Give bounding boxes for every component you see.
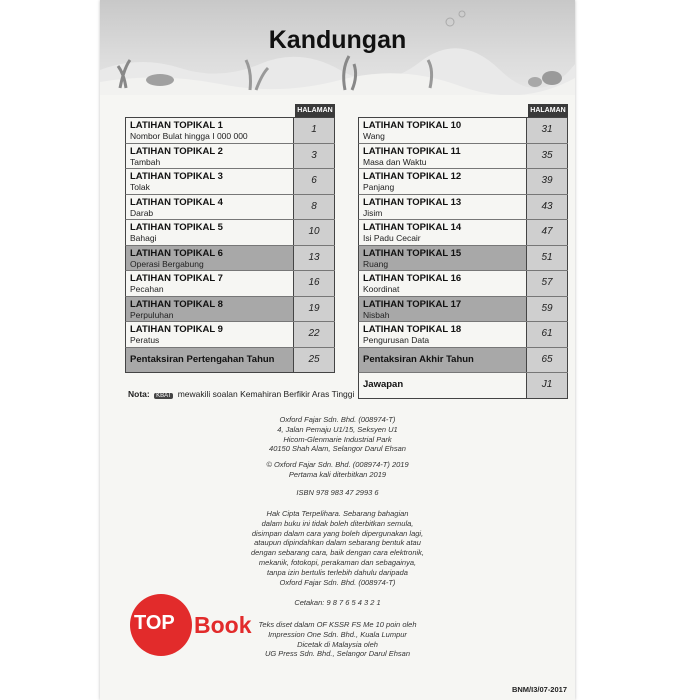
toc-entry [126, 169, 295, 194]
copyright-block [100, 460, 575, 480]
toc-row [358, 246, 568, 272]
toc-entry [126, 297, 295, 322]
toc-entry-subtitle: Pengurusan Data [363, 335, 430, 345]
info-line: Teks diset dalam OF KSSR FS Me 10 poin oleh [258, 620, 417, 629]
toc-row [125, 195, 335, 221]
toc-entry-title: LATIHAN TOPIKAL 12 [363, 171, 462, 182]
catalogue-code: BNM/I3/07-2017 [511, 685, 567, 694]
info-line: Hicom-Glenmarie Industrial Park [283, 434, 392, 444]
info-line: © Oxford Fajar Sdn. Bhd. (008974-T) 2019 [266, 460, 409, 469]
toc-page-number: 47 [526, 220, 568, 245]
note [128, 389, 354, 399]
publisher-address [100, 415, 575, 454]
toc-entry [126, 322, 295, 347]
toc-entry-title: LATIHAN TOPIKAL 13 [363, 196, 462, 208]
toc-entry-title: LATIHAN TOPIKAL 5 [130, 222, 223, 233]
toc-row [125, 220, 335, 246]
toc-entry [359, 297, 528, 322]
page-header [100, 0, 575, 95]
toc-row [125, 117, 335, 144]
toc-entry-subtitle: Jisim [363, 207, 383, 218]
toc-entry [359, 144, 528, 169]
info-line: mekanik, fotokopi, perakaman dan sebagainya, [258, 557, 417, 567]
toc-entry-title: LATIHAN TOPIKAL 18 [363, 324, 462, 335]
toc-entry [126, 348, 295, 373]
toc-page-number: 19 [293, 297, 335, 322]
toc-row [125, 348, 335, 374]
toc-row [125, 271, 335, 297]
toc-row [125, 246, 335, 272]
logo-top-text: TOP [134, 612, 175, 634]
toc-entry [126, 195, 295, 220]
toc-page-number: 51 [526, 246, 568, 271]
toc-entry-subtitle: Nisbah [363, 309, 390, 320]
toc-row [358, 348, 568, 374]
toc-entry-title: Jawapan [363, 379, 404, 390]
toc-entry-subtitle: Nombor Bulat hingga I 000 000 [130, 131, 248, 141]
toc-entry [359, 246, 528, 271]
toc-entry-subtitle: Tambah [130, 156, 161, 167]
info-line: Pertama kali diterbitkan 2019 [288, 469, 387, 479]
toc-entry-subtitle: Peratus [130, 335, 160, 345]
toc-entry-title: LATIHAN TOPIKAL 7 [130, 273, 223, 284]
page-title: Kandungan [268, 26, 407, 54]
cetakan: Cetakan: 9 8 7 6 5 4 3 2 1 [294, 598, 381, 607]
toc-page-number: 61 [526, 322, 568, 347]
info-line: Oxford Fajar Sdn. Bhd. (008974-T) [279, 415, 396, 424]
toc-entry-title: LATIHAN TOPIKAL 2 [130, 145, 223, 157]
toc-entry [126, 220, 295, 245]
info-line: 4, Jalan Pemaju U1/15, Seksyen U1 [277, 424, 398, 434]
rights-block [100, 509, 575, 587]
toc-row [358, 144, 568, 170]
toc-entry-subtitle: Ruang [363, 258, 389, 269]
toc-entry-title: LATIHAN TOPIKAL 4 [130, 196, 223, 208]
toc-entry [126, 118, 295, 143]
toc-right-column [358, 104, 568, 399]
toc-entry-subtitle: Pecahan [130, 284, 164, 294]
toc-entry-title: LATIHAN TOPIKAL 9 [130, 324, 223, 335]
toc-entry [359, 169, 528, 194]
info-line: tanpa izin bertulis terlebih dahulu daripada [267, 567, 408, 577]
toc-entry [359, 118, 528, 143]
toc-page-number: 57 [526, 271, 568, 296]
toc-entry [359, 220, 528, 245]
toc-entry-title: LATIHAN TOPIKAL 10 [363, 120, 462, 131]
toc-entry-subtitle: Operasi Bergabung [130, 258, 204, 269]
toc-row [125, 297, 335, 323]
toc-entry-title: LATIHAN TOPIKAL 11 [363, 145, 461, 157]
page-column-header: HALAMAN [528, 104, 568, 117]
info-line: Impression One Sdn. Bhd., Kuala Lumpur [268, 629, 407, 639]
toc-page-number: 10 [293, 220, 335, 245]
info-line: Hak Cipta Terpelihara. Sebarang bahagian [266, 509, 409, 518]
toc-entry-title: LATIHAN TOPIKAL 17 [363, 298, 462, 310]
toc-entry [126, 271, 295, 296]
info-line: dalam buku ini tidak boleh diterbitkan semula, [261, 518, 414, 528]
toc-entry-title: LATIHAN TOPIKAL 8 [130, 298, 223, 310]
toc-entry-title: LATIHAN TOPIKAL 14 [363, 222, 462, 233]
toc-entry-subtitle: Panjang [363, 182, 395, 192]
toc-entry-subtitle: Perpuluhan [130, 309, 174, 320]
isbn: ISBN 978 983 47 2993 6 [296, 488, 379, 497]
info-line: 40150 Shah Alam, Selangor Darul Ehsan [269, 444, 406, 454]
toc-page-number: 65 [526, 348, 568, 373]
toc-entry-subtitle: Koordinat [363, 284, 400, 294]
toc-entry-title: LATIHAN TOPIKAL 1 [130, 120, 223, 131]
toc-entry-title: LATIHAN TOPIKAL 15 [363, 247, 462, 259]
toc-entry-subtitle: Masa dan Waktu [363, 156, 427, 167]
toc-page-number: 22 [293, 322, 335, 347]
info-line: disimpan dalam cara yang boleh dipergunakan lagi, [251, 528, 424, 538]
toc-entry-title: LATIHAN TOPIKAL 16 [363, 273, 462, 284]
toc-entry-title: Pentaksiran Pertengahan Tahun [130, 353, 275, 365]
toc-entry [359, 373, 528, 398]
info-line: ataupun dipindahkan dalam sebarang bentuk atau [254, 538, 421, 548]
toc-entry-subtitle: Isi Padu Cecair [363, 233, 421, 243]
toc-page-number: 6 [293, 169, 335, 194]
info-line: dengan sebarang cara, baik dengan cara elektronik, [250, 548, 425, 558]
toc-entry [359, 348, 528, 373]
toc-entry [126, 246, 295, 271]
toc-page-number: 59 [526, 297, 568, 322]
kbat-badge: KBAT [156, 393, 172, 399]
note-text: mewakili soalan Kemahiran Berfikir Aras Tinggi [177, 389, 355, 399]
note-label: Nota: [128, 389, 150, 399]
toc-page-number: 35 [526, 144, 568, 169]
toc-row [358, 169, 568, 195]
toc-page-number: 13 [293, 246, 335, 271]
toc-entry [126, 144, 295, 169]
toc-row [358, 297, 568, 323]
toc-entry-title: LATIHAN TOPIKAL 6 [130, 247, 223, 259]
toc-row [358, 220, 568, 246]
toc-entry-title: Pentaksiran Akhir Tahun [363, 353, 474, 365]
info-line: Dicetak di Malaysia oleh [297, 639, 378, 649]
toc-page-number: 31 [526, 118, 568, 143]
page-column-header: HALAMAN [295, 104, 335, 117]
toc-page-number: J1 [526, 373, 568, 398]
toc-entry-title: LATIHAN TOPIKAL 3 [130, 171, 223, 182]
toc-page-number: 8 [293, 195, 335, 220]
toc-row [358, 195, 568, 221]
toc-entry-subtitle: Darab [130, 207, 154, 218]
toc-page-number: 1 [293, 118, 335, 143]
toc-left-column [125, 104, 335, 373]
info-line: Oxford Fajar Sdn. Bhd. (008974-T) [279, 577, 396, 587]
toc-row [125, 322, 335, 348]
toc-page-number: 25 [293, 348, 335, 373]
toc-page-number: 43 [526, 195, 568, 220]
info-line: UG Press Sdn. Bhd., Selangor Darul Ehsan [264, 649, 411, 659]
toc-page-number: 39 [526, 169, 568, 194]
toc-entry [359, 271, 528, 296]
toc-entry-subtitle: Tolak [130, 182, 150, 192]
toc-row [358, 271, 568, 297]
toc-page-number: 16 [293, 271, 335, 296]
toc-row [125, 169, 335, 195]
logo-book-text: Book [194, 612, 252, 638]
toc-entry-subtitle: Bahagi [130, 233, 157, 243]
toc-row [358, 373, 568, 399]
toc-entry [359, 322, 528, 347]
toc-row [125, 144, 335, 170]
toc-row [358, 322, 568, 348]
toc-row [358, 117, 568, 144]
toc-entry-subtitle: Wang [363, 131, 385, 141]
toc-page-number: 3 [293, 144, 335, 169]
toc-entry [359, 195, 528, 220]
